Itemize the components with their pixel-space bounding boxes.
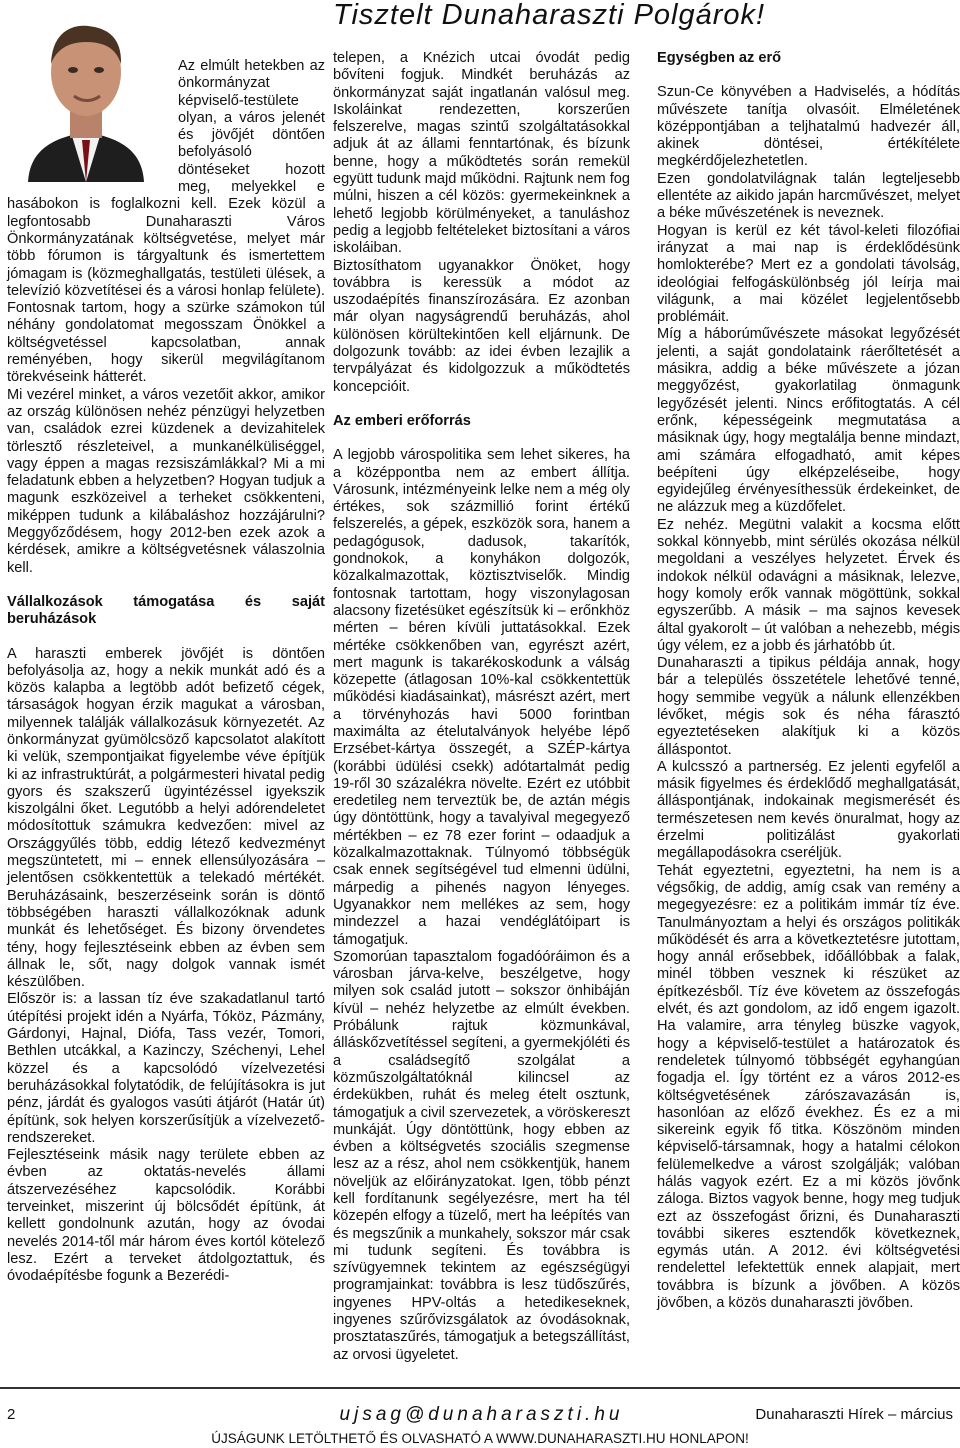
- column-2: [333, 50, 630, 1364]
- page-title: Tisztelt Dunaharaszti Polgárok!: [333, 0, 766, 31]
- download-notice: ÚJSÁGUNK LETÖLTHETŐ ÉS OLVASHATÓ A WWW.DUNAHARASZTI.HU HONLAPON!: [211, 1431, 749, 1446]
- portrait-photo: [0, 0, 172, 182]
- publication-name: Dunaharaszti Hírek – március: [755, 1406, 953, 1423]
- paragraph: Hogyan is kerül ez két távol-keleti filozófiai irányzat a mai nap is érdeklődésünk homlokterébe? Mert ez a gondolati távolság, ideológiai felfogáskülönbség jól leírja mai világunk, a mai közélet legjelentősebb problémáit.: [657, 222, 960, 326]
- paragraph: A legjobb várospolitika sem lehet sikeres, ha a középpontba nem az embert állítja. Városunk, intézményeink lelke nem a még oly értékes, sok százmillió forint értékű felszerelés, a gépek, eszközök sora, hanem a pedagógusok, dadusok, takarítók, gondnokok, a konyhákon dolgozók, közalkalmazottak, köztisztviselők. Mindig fontosnak tartottam, hogy viszonylagosan alacsony fizetésüket egészítsük ki – erőnkhöz mérten – béren kívüli juttatásokkal. Ezek mértéke csökkenőben van, egyrészt azért, mert magunk is takarékoskodunk a válság közepette (átlagosan 10%-kal csökkentettük működési kiadásainkat), másrészt azért, mert a törvényhozás havi 5000 forintban maximálta az ételutalványok helyébe lépő Erzsébet-kártya összegét, a SZÉP-kártya (korábbi üdülési csekk) adótartalmát pedig 19-ről 30 százalékra növelte. Ezért ez utóbbit eredetileg nem terveztük be, de aztán mégis úgy döntöttünk, hogy a tavalyival megegyező mértékben – ez 78 ezer forint – odaadjuk a közalkalmazottaknak. Túlnyomó többségük csak ennek segítségével tud elmenni üdülni, márpedig a pihenés nagyon lényeges. Ugyanakkor nem mellékes az sem, hogy mindezzel a hazai vendéglátóipart is támogatjuk.: [333, 447, 630, 948]
- email-link[interactable]: ujsag@dunaharaszti.hu: [339, 1404, 624, 1425]
- paragraph: Először is: a lassan tíz éve szakadatlanul tartó útépítési projekt idén a Nyárfa, Tóköz, Pázmány, Gárdonyi, Hajnal, Diófa, Tass vezér, Tomori, Bethlen utcákkal, a Kazinczy, Széchenyi, Lehel közzel és a kapcsolódó vízelvezetési beruházásokkal folytatódik, de felújításokra is jut pénz, járdát és gyalogos vasúti átjárót (Határ út) építünk, sok helyen korszerűsítjük a vízelvezető-rendszereket.: [7, 991, 325, 1146]
- intro-paragraph: Az elmúlt hetekben az önkormányzat képviselő-testülete olyan, a város jelenét és jövőjét döntően befolyásoló döntéseket hozott meg, melyekkel e hasábokon is foglalkozni kell. Ezek közül a legfontosabb Dunaharaszti Város Önkormányzatának költségvetése, melyet már több fórumon is tárgyaltunk és ismertettem jómagam is (közmeghallgatás, testületi ülések, a televízió közvetítései és a városi honlap felülete). Fontosnak tartom, hogy a szürke számokon túl néhány gondolatomat megosszam Önökkel a költségvetéssel kapcsolatban, annak reményében, hogy sikerül megvilágítanom törekvéseink hátterét.: [7, 58, 325, 386]
- paragraph: A kulcsszó a partnerség. Ez jelenti egyfelől a másik figyelmes és érdeklődő meghallgatását, álláspontjának, indokainak megismerését és természetesen nem kevés önuralmat, hogy az érzelmi politizálást gyakorlati megállapodásokra cseréljük.: [657, 758, 960, 862]
- paragraph: Fejlesztéseink másik nagy területe ebben az évben az oktatás-nevelés állami átszervezéséhez kapcsolódik. Korábbi terveinket, miszerint új bölcsődét építünk, át kellett gondolnunk azután, hogy az óvodai nevelés 2014-től már három éves kortól kötelező lesz. Ezért a terveket átdolgoztattuk, és óvodaépítésbe fogunk a Bezerédi-: [7, 1147, 325, 1285]
- paragraph: Ez nehéz. Megütni valakit a kocsma előtt sokkal könnyebb, mint sérülés okozása nélkül megoldani a veszélyes helyzetet. Érvek és indokok nélkül odavágni a másiknak, lelezve, hogy komoly erők vannak mögöttünk, sokkal egyszerűbb. A másik – ma sajnos kevesek által gyakorolt – út valóban a nehezebb, mégis úgy vélem, ez a jobb és járhatóbb út.: [657, 516, 960, 654]
- paragraph: Dunaharaszti a tipikus példája annak, hogy bár a település összetétele lehetővé tenné, hogy semmibe vegyük a nálunk ellenzékben lévőket, mégis sok és néha fárasztó egyeztetéseken alakítjuk ki a közös álláspontot.: [657, 655, 960, 758]
- paragraph: telepen, a Knézich utcai óvodát pedig bővíteni fogjuk. Mindkét beruházás az önkormányzat saját ingatlanán valósul meg. Iskoláinkat rendezetten, korszerűen felszerelve, magas szintű szolgáltatásokkal adjuk át az állami fenntartónak, és bízunk benne, hogy a működtetés során remekül együtt tudunk majd működni. Rajtunk nem fog múlni, hiszen a cél közös: gyermekeinknek a lehető legjobb körülményeket, a tanuláshoz pedig a legjobb feltételeket biztosítani a város iskoláiban.: [333, 50, 630, 257]
- section-heading: Az emberi erőforrás: [333, 412, 471, 429]
- section-heading: Vállalkozások támogatása és saját beruházások: [7, 593, 325, 628]
- paragraph: Tehát egyeztetni, egyeztetni, ha nem is a végsőkig, de addig, amíg csak van remény a megegyezésre: ez a politikám immár tíz éve. Tanulmányoztam a helyi és országos politikák működését és arra a következtetésre jutottam, hogy annál erősebbek, időállóbbak a falak, minél többen vesznek ki részüket az építkezésből. Tíz éve követem az összefogás elvét, és azt gondolom, az idő engem igazolt. Ha valamire, arra tényleg büszke vagyok, hogy a képviselő-testület a határozatok és rendeletek túlnyomó többségét egyhangúan fogadja el. Így történt ez a város 2012-es költségvetésének zárószavazásán is, hasonlóan az előző évekhez. És ez a mi sikereink egyik fő titka. Köszönöm minden képviselő-társamnak, hogy a hatalmi célokon felülemelkedve a várost szolgálják; valóban hálás vagyok ezért. Ez a mi közös jövőnk záloga. Biztos vagyok benne, hogy meg tudjuk ezt az összefogást őrizni, és Dunaharaszti további sikeres esztendők következnek, egymás után. A 2012. évi költségvetési rendelettel lefektettük ennek alapjait, mert továbbra is bízunk a jövőben. A közös jövőben, a közös dunaharaszti jövőben.: [657, 862, 960, 1312]
- page-number: 2: [7, 1406, 16, 1423]
- paragraph: Ezen gondolatvilágnak talán legteljesebb ellentéte az aikido japán harcművészet, melyet a béke művészetének is neveznek.: [657, 170, 960, 222]
- portrait-photo-svg: [0, 0, 172, 182]
- section-heading: Egységben az erő: [657, 50, 782, 66]
- paragraph: Míg a háborúművészete másokat legyőzését jelenti, a saját gondolataink ráerőltetését a másikra, addig a béke művészete a józan meggyőzést, gyakorlatilag önmagunk legyőzését jelenti. Nincs erőfitogtatás. A cél erőnk, képességeink megmutatása a másiknak úgy, hogy megtalálja benne mindazt, ami számára elfogadható, amit képes beépíteni úgy elképzeléseibe, hogy egyidejűleg érvényesíthessük érdekeinket, de ne alázzuk meg a küzdőfelet.: [657, 326, 960, 516]
- paragraph: Szun-Ce könyvében a Hadviselés, a hódítás művészete tanítja olvasóit. Elméletének középpontjában a teljhatalmú hadvezér áll, akinek döntései, értékítélete megkérdőjelezhetetlen.: [657, 84, 960, 170]
- footer-divider: [0, 1387, 960, 1389]
- column-1: [7, 58, 325, 1285]
- paragraph: A haraszti emberek jövőjét is döntően befolyásolja az, hogy a nekik munkát adó és a közös kalapba a legtöbb adót befizető cégek, társaságok hogyan érzik magukat a városban, milyennek találják vállalkozásuk környezetét. Az önkormányzat gyümölcsöző kapcsolatot alakított ki velük, szempontjaikat figyelembe véve építjük ki az infrastruktúrát, a polgármesteri hivatal pedig gyors és szakszerű ügyintézéssel igyekszik kiszolgálni őket. Legutóbb a helyi adórendeletet módosítottuk számukra kedvezően: mivel az Országgyűlés több, eddig létező kedvezményt megszüntetett, mi – ennek ellensúlyozására – jelentősen csökkentettük a telekadó mértékét. Beruházásaink, beszerzéseink során is döntő többségében haraszti vállalkozóknak adunk munkát és lehetőséget. És bizony örvendetes tény, hogy fejlesztéseink ebben az évben sem állnak le, sőt, nagy dolgok vannak ismét készülőben.: [7, 645, 325, 991]
- paragraph: Biztosíthatom ugyanakkor Önöket, hogy továbbra is keressük a módot az uszodaépítés finanszírozására. Ez azonban már olyan nagyságrendű beruházás, ahol különösen körültekintően kell eljárnunk. De dolgozunk tovább: az idei évben lezajlik a tervpályázat és kidolgozzuk a működtetés koncepcióit.: [333, 257, 630, 395]
- column-3: [657, 50, 960, 1312]
- paragraph: Szomorúan tapasztalom fogadóóráimon és a városban járva-kelve, beszélgetve, hogy milyen sok család jutott – sokszor önhibáján kívül – nehéz helyzetbe az elmúlt években. Próbálunk rajtuk közmunkával, álláskőzvetítéssel segíteni, a gyermekjóléti és a családsegítő szolgálat a közműszolgáltatóknál kilincsel az érdekükben, ruhát és meleg ételt osztunk, támogatjuk a civil szervezetek, a vöröskereszt munkáját. Úgy döntöttünk, hogy ebben az évben a költségvetés szociális szegmense lesz az a rész, ahol nem csökkentjük, hanem növeljük az előirányzatokat. Igen, több pénzt kell fordítanunk segélyezésre, mert ha tél közepén elfogy a tüzelő, mert ha leépítés van és megszűnik a munkahely, sokszor már csak mi tudunk segíteni. És továbbra is szívügyemnek tekintem az egészségügyi programjainkat: továbbra is lesz tüdőszűrés, ingyenes HPV-oltás a hetedikeseknek, ingyenes szűrővizsgálatok az óvodásoknak, prosztataszűrés, támogatjuk a betegszállítást, az orvosi ügyeletet.: [333, 948, 630, 1363]
- paragraph: Mi vezérel minket, a város vezetőit akkor, amikor az ország különösen nehéz pénzügyi helyzetben van, családok ezrei küzdenek a devizahitelek törlesztő részleteivel, a munkanélküliséggel, vagy éppen a magas rezsiszámlákkal? Mi a mi feladatunk ebben a helyzetben? Hogyan tudjuk a magunk eszközeivel a terheket csökkenteni, miképpen tudunk a kilábaláshoz hozzájárulni? Meggyőződésem, hogy 2012-ben ezek azok a kérdések, amikre a költségvetésnek válaszolnia kell.: [7, 386, 325, 576]
